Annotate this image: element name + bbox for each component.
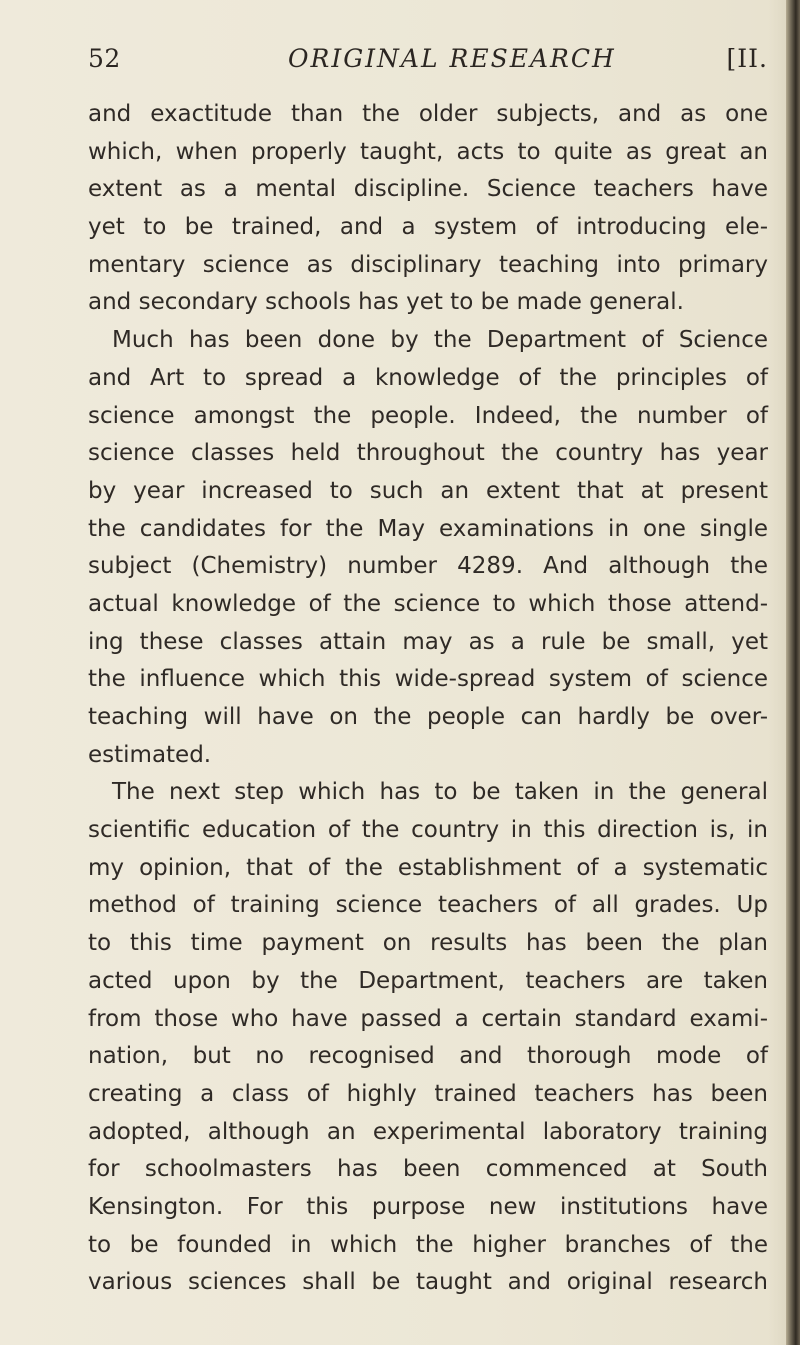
text-line: scientific education of the country in this direction is, in — [88, 817, 768, 844]
text-line: the influence which this wide-spread system of science — [88, 666, 768, 693]
text-line: Much has been done by the Department of Science — [112, 327, 768, 354]
text-line: from those who have passed a certain standard exami- — [88, 1005, 768, 1032]
text-line: creating a class of highly trained teachers has been — [88, 1080, 768, 1107]
text-line: estimated. — [88, 741, 212, 768]
text-line: Kensington. For this purpose new institutions have — [88, 1193, 768, 1220]
text-line: acted upon by the Department, teachers are taken — [88, 967, 768, 994]
text-line: yet to be trained, and a system of introducing ele- — [88, 214, 768, 241]
text-line: the candidates for the May examinations in one single — [88, 515, 768, 542]
page-header — [88, 44, 768, 78]
section-mark: [II. — [726, 44, 768, 73]
text-line: my opinion, that of the establishment of a systematic — [88, 854, 768, 881]
text-line: ing these classes attain may as a rule be small, yet — [88, 628, 768, 655]
text-line: and exactitude than the older subjects, and as one — [88, 101, 768, 127]
text-line: The next step which has to be taken in the general — [112, 779, 768, 806]
text-line: adopted, although an experimental laboratory training — [88, 1118, 768, 1145]
body-text — [88, 96, 768, 1302]
text-line: various sciences shall be taught and original research — [88, 1269, 768, 1296]
text-line: subject (Chemistry) number 4289. And although the — [88, 553, 768, 580]
text-line: for schoolmasters has been commenced at South — [88, 1156, 768, 1183]
text-line: mentary science as disciplinary teaching into primary — [88, 251, 768, 278]
running-title: ORIGINAL RESEARCH — [288, 44, 616, 73]
text-line: by year increased to such an extent that at present — [88, 477, 768, 504]
page-number: 52 — [88, 44, 121, 73]
page-binding-edge — [786, 0, 800, 1345]
text-line: method of training science teachers of all grades. Up — [88, 892, 768, 919]
text-line: to this time payment on results has been the plan — [88, 930, 768, 957]
text-line: actual knowledge of the science to which those attend- — [88, 590, 768, 617]
text-line: nation, but no recognised and thorough mode of — [88, 1043, 768, 1070]
text-line: which, when properly taught, acts to quite as great an — [88, 138, 768, 165]
text-line: to be founded in which the higher branches of the — [88, 1231, 768, 1258]
text-line: extent as a mental discipline. Science teachers have — [88, 176, 768, 203]
text-line: science classes held throughout the country has year — [88, 440, 768, 467]
text-line: teaching will have on the people can hardly be over- — [88, 704, 768, 730]
text-line: science amongst the people. Indeed, the number of — [88, 402, 768, 429]
text-line: and secondary schools has yet to be made general. — [88, 289, 684, 316]
text-line: and Art to spread a knowledge of the principles of — [88, 364, 768, 391]
